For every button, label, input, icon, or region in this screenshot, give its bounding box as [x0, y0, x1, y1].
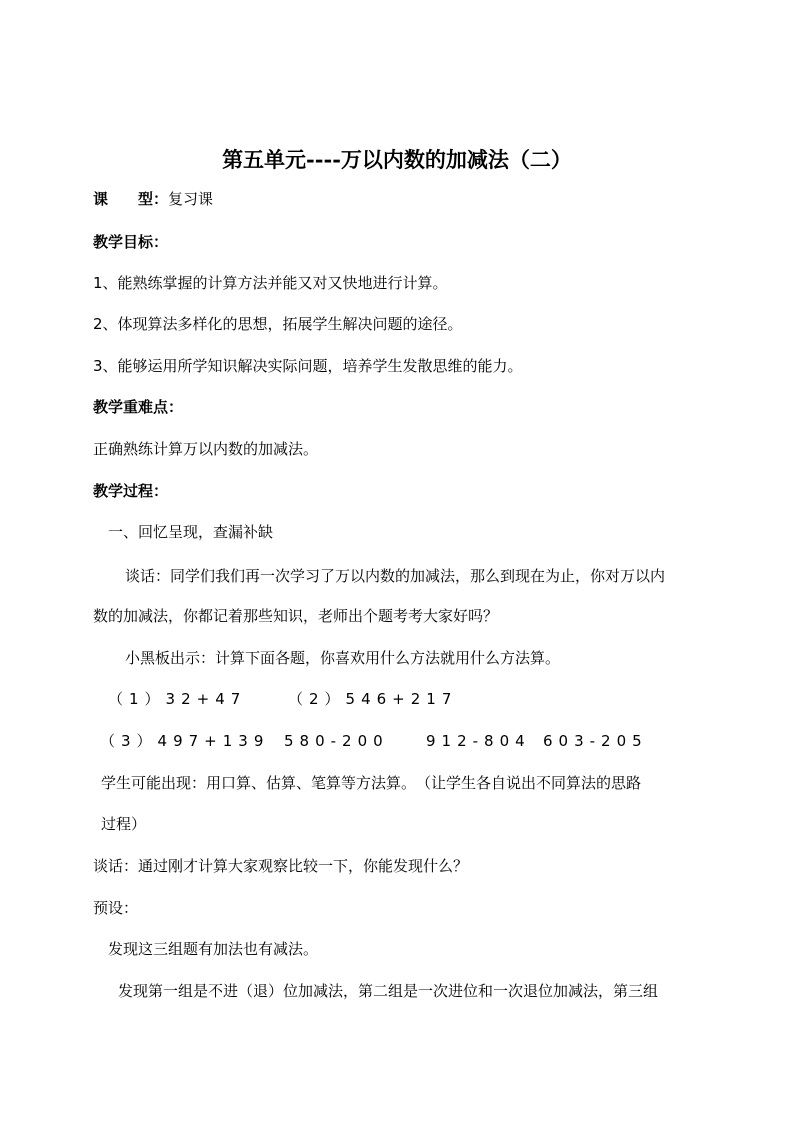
- objective-item: 1、能熟练掌握的计算方法并能又对又快地进行计算。: [93, 274, 448, 292]
- objective-item: 3、能够运用所学知识解决实际问题，培养学生发散思维的能力。: [93, 357, 523, 375]
- process-heading: 教学过程：: [93, 482, 169, 500]
- problem-1: （1）32+47: [108, 690, 247, 708]
- lesson-type-label: 课 型：: [93, 190, 169, 208]
- preset-item: 发现这三组题有加法也有减法。: [108, 940, 319, 958]
- key-points-text: 正确熟练计算万以内数的加减法。: [93, 440, 319, 458]
- problem-2: （2）546+217: [288, 690, 458, 708]
- lesson-type-value: 复习课: [168, 190, 214, 208]
- talk-observe: 谈话：通过刚才计算大家观察比较一下，你能发现什么？: [93, 857, 469, 875]
- problem-4: 580-200: [284, 732, 389, 750]
- preset-item: 发现第一组是不进（退）位加减法，第二组是一次进位和一次退位加减法，第三组: [118, 982, 659, 1000]
- page-title: 第五单元----万以内数的加减法（二）: [222, 147, 572, 172]
- objectives-heading: 教学目标：: [93, 233, 169, 251]
- key-points-heading: 教学重难点：: [93, 398, 184, 416]
- problem-5: 912-804: [426, 732, 531, 750]
- student-methods-line: 过程）: [101, 815, 147, 833]
- blackboard-instruction: 小黑板出示：计算下面各题，你喜欢用什么方法就用什么方法算。: [125, 649, 561, 667]
- objective-item: 2、体现算法多样化的思想，拓展学生解决问题的途径。: [93, 315, 463, 333]
- talk-paragraph-line: 数的加减法，你都记着那些知识，老师出个题考考大家好吗？: [93, 607, 499, 625]
- talk-paragraph-line: 谈话：同学们我们再一次学习了万以内数的加减法，那么到现在为止，你对万以内: [125, 567, 666, 585]
- lesson-type-line: [93, 189, 213, 209]
- preset-heading: 预设：: [93, 899, 139, 917]
- student-methods-line: 学生可能出现：用口算、估算、笔算等方法算。 （让学生各自说出不同算法的思路: [101, 774, 642, 792]
- problem-6: 603-205: [543, 732, 648, 750]
- problem-3: （3）497+139: [100, 732, 270, 750]
- section-one-title: 一、回忆呈现，查漏补缺: [108, 523, 274, 541]
